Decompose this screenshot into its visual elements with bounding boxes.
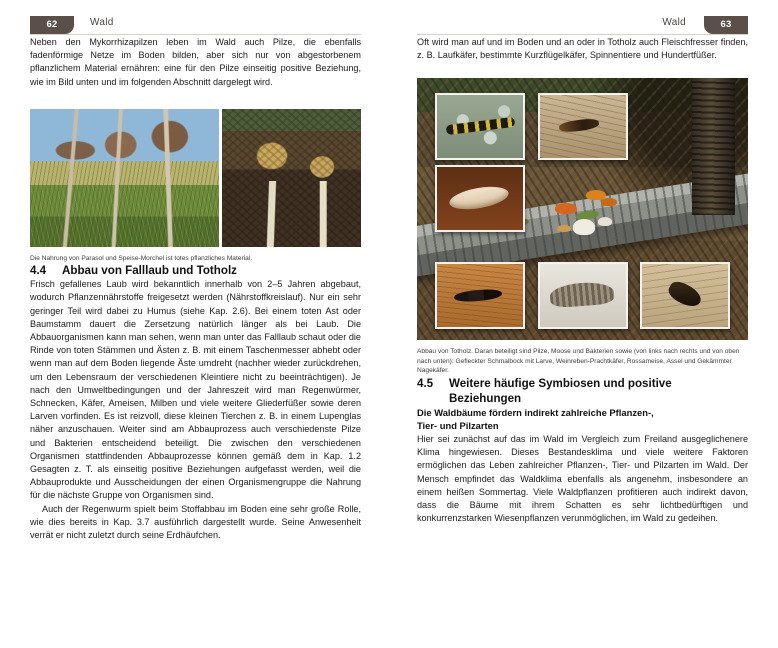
section-number-4-4: 4.4 [30, 264, 47, 278]
subheading-line1: Die Waldbäume fördern indirekt zahlreiche Pflanzen-, [417, 406, 654, 418]
left-body-paragraph-1: Frisch gefallenes Laub wird bekanntlich innerhalb von 2–5 Jahren abgebaut, wodurch Pflanzennährstoffe freigesetzt werden (Nährstoffkreislauf). Nur ein sehr geringer Teil wird dabei zu Humus (siehe Kap. 2.6). Bei einem toten Ast oder Baumstamm dauert die Zersetzung natürlich länger als bei Laub. Die Abbauorganismen kann man sehen, wenn man unter das Falllaub schaut oder die Rinde von toten Stämmen und Ästen z. B. mit einem Taschenmesser abhebt oder wenn man auf dem Boden liegende Äste umdreht (nachher wieder zurückdrehen, um den Lebensraum der verschiedenen Kleintiere nicht zu beeinträchtigen). Je nach den Umweltbedingungen und der Jahreszeit wird man Regenwürmer, Schnecken, Käfer, Ameisen, Milben und viele weitere Gliederfüßer sowie deren Larven vorfinden. Es ist reizvoll, diese kleinen Tierchen z. B. in einem Lupenglas näher anzuschauen. Weiter sind am Abbauprozess auch verschiedenste Pilze und Bakterien entscheidend beteiligt. Die zwischen den verschiedenen Organismen stattfindenden Abbauprozesse können gemäß dem in Kap. 1.2 Gesagten z. T. als einseitig positive Beziehungen aufgefasst werden, weil die Abbauprodukte und Ausscheidungen der einen Organismengruppe die Nahrung für die nächste Gruppe von Organismen sind. [30, 279, 361, 501]
section-number-4-5: 4.5 [417, 376, 434, 390]
header-rule-left [30, 34, 361, 35]
speise-morchel-photo [222, 109, 361, 247]
left-body-paragraph-2: Auch der Regenwurm spielt beim Stoffabbau im Boden eine sehr große Rolle, wie dies bereits in Kap. 3.7 ausführlich dargestellt wurde. Seine Anwesenheit verrät er nicht zuletzt durch seine Erdhäufchen. [30, 503, 361, 541]
section-title-4-4: Abbau von Falllaub und Totholz [62, 264, 237, 278]
gefleckter-schmalbock-photo [435, 93, 525, 160]
figure-caption-right: Abbau von Totholz. Daran beteiligt sind Pilze, Moose und Bakterien sowie (von links nach rechts und von oben nach unten): Gefleckter Schmalbock mit Larve, Weinreben-Prachtkäfer, Rossameise, Assel und Gekämmter Nagekäfer. [417, 348, 740, 375]
page-number-right: 63 [704, 16, 748, 34]
figure-mushrooms [30, 109, 361, 247]
fungus-orange-3 [601, 198, 617, 206]
gekaemmter-nagekaefer-photo [640, 262, 730, 329]
fungus-tan-1 [557, 225, 571, 232]
right-body-paragraph-1: Hier sei zunächst auf das im Wald im Vergleich zum Freiland ausgeglichenere Klima hingewiesen. Dieses Bestandesklima und viele weitere Faktoren ermöglichen das Leben zahlreicher Pflanzen-, Tier- und Pilzarten im Wald. Der Mensch empfindet das Waldklima ebenfalls als angenehm, insbesondere an einem heißen Sommertag. Viele Waldpflanzen profitieren auch indirekt davon, dass die Bäume mit ihrem Schatten es sehr lichtbedürftigen und konkurrenzstarken Wiesenpflanzen verunmöglichen, im Wald zu gedeihen. [417, 434, 748, 524]
subheading-waldbaeume [417, 406, 748, 432]
section-title-4-5 [449, 376, 672, 406]
right-page [389, 0, 778, 648]
assel-photo [538, 262, 628, 329]
left-running-head [30, 0, 361, 36]
fungus-orange-1 [555, 203, 577, 214]
log-fungi-group [549, 183, 642, 241]
header-rule-right [417, 34, 748, 35]
rossameise-photo [435, 262, 525, 329]
fungus-white-2 [598, 217, 612, 226]
right-lead-paragraph: Oft wird man auf und im Boden und an oder in Totholz auch Fleischfresser finden, z. B. Laufkäfer, bestimmte Kurzflügelkäfer, Spinnentiere und Hundertfüßer. [417, 37, 748, 61]
fungus-white-1 [573, 219, 595, 235]
section-title-4-5-line1: Weitere häufige Symbiosen und positive [449, 376, 672, 390]
running-head-title-left: Wald [90, 17, 114, 28]
weinreben-prachtkaefer-photo [538, 93, 628, 160]
parasol-mushrooms-photo [30, 109, 219, 247]
figure-totholz-collage [417, 78, 748, 340]
right-running-head [417, 0, 748, 36]
tree-trunk [692, 78, 735, 214]
left-lead-paragraph: Neben den Mykorrhizapilzen leben im Wald auch Pilze, die ebenfalls fadenförmige Netze im Boden bilden, aber sich nur von abgestorbenem pflanzlichem Material ernähren: eine für den Pilze einseitig positive Beziehung, wie im Bild unten und im folgenden Abschnitt dargelegt wird. [30, 37, 361, 87]
schmalbock-larve-photo [435, 165, 525, 232]
section-heading-4-4 [30, 263, 361, 278]
figure-caption-left: Die Nahrung von Parasol und Speise-Morchel ist totes pflanzliches Material. [30, 254, 253, 262]
running-head-title-right: Wald [662, 17, 686, 28]
page-number-left: 62 [30, 16, 74, 34]
subheading-line2: Tier- und Pilzarten [417, 419, 499, 431]
section-title-4-5-line2: Beziehungen [449, 391, 522, 405]
section-heading-4-5 [417, 376, 748, 406]
